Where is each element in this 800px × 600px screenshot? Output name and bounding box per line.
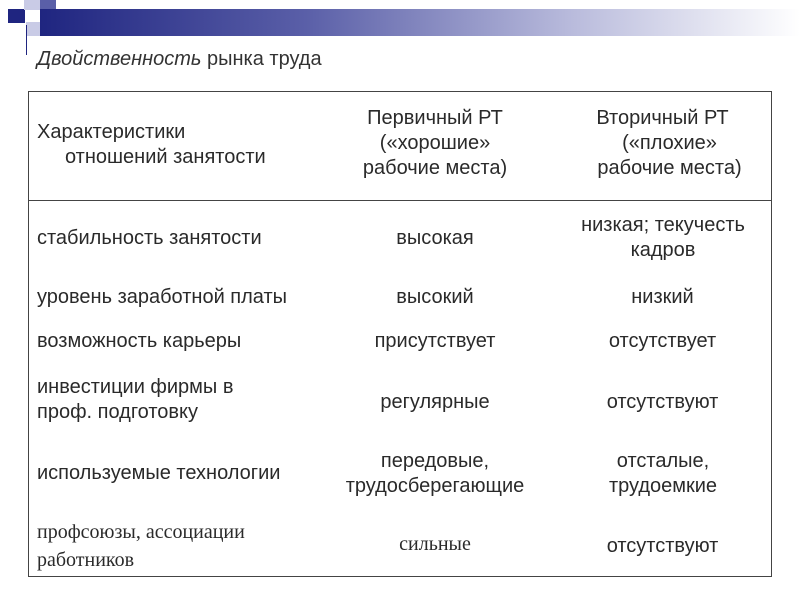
row-primary-value: высокий <box>396 286 474 308</box>
header-line: Вторичный РТ <box>596 107 729 129</box>
header-line: рабочие места) <box>362 157 508 179</box>
decor-square <box>8 9 25 23</box>
row-label: стабильность занятости <box>37 227 262 249</box>
decor-square <box>40 0 56 9</box>
header-characteristics <box>37 120 266 170</box>
row-label: инвестиции фирмы в проф. подготовку <box>37 376 234 423</box>
row-secondary-value: низкая; текучесть кадров <box>581 214 745 261</box>
header-line: отношений занятости <box>65 146 266 168</box>
row-secondary-value: отсутствуют <box>606 391 719 413</box>
header-line: («плохие» <box>622 132 717 154</box>
row-label: уровень заработной платы <box>37 286 288 308</box>
row-label: используемые технологии <box>37 462 281 484</box>
row-label: профсоюзы, ассоциации работников <box>37 521 245 571</box>
row-label: возможность карьеры <box>37 330 242 352</box>
header-gradient-bar <box>40 9 800 36</box>
header-line: рабочие места) <box>597 157 742 179</box>
row-secondary-value: отсталые, трудоемкие <box>608 450 718 497</box>
header-secondary-market <box>555 106 770 181</box>
decor-line <box>26 25 27 55</box>
table-header-separator <box>28 200 772 201</box>
slide-title-italic: Двойственность <box>37 48 202 70</box>
row-primary-value: высокая <box>396 227 474 249</box>
row-primary-value: присутствует <box>374 330 496 352</box>
row-secondary-value: отсутствуют <box>606 535 719 557</box>
slide-title <box>37 48 322 71</box>
header-line: Первичный РТ <box>367 107 503 129</box>
header-primary-market <box>325 106 545 181</box>
decor-square <box>26 22 40 36</box>
row-primary-value: передовые, трудосберегающие <box>345 450 525 497</box>
decor-square <box>24 0 40 10</box>
row-primary-value: регулярные <box>380 391 490 413</box>
row-secondary-value: низкий <box>631 286 694 308</box>
row-primary-value: сильные <box>399 533 471 555</box>
header-line: Характеристики <box>37 121 186 143</box>
row-secondary-value: отсутствует <box>608 330 717 352</box>
slide-title-rest: рынка труда <box>201 48 322 70</box>
header-line: («хорошие» <box>379 132 491 154</box>
